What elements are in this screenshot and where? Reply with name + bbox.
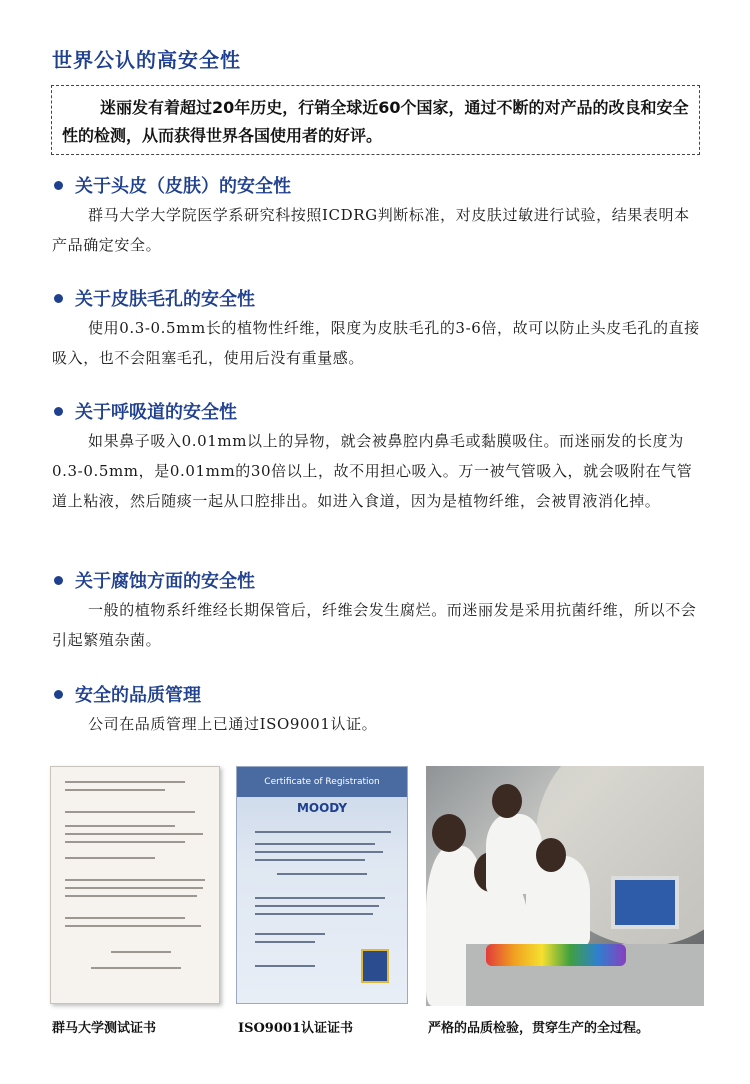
certificate-brand: MOODY: [296, 801, 348, 815]
section-heading-text: 关于腐蚀方面的安全性: [75, 571, 255, 592]
section-heading-text: 关于皮肤毛孔的安全性: [75, 289, 255, 310]
caption-gunma: 群马大学测试证书: [52, 1021, 157, 1036]
bullet-icon: [54, 407, 63, 416]
section-respiratory: [52, 398, 702, 516]
section-heading-text: 关于头皮（皮肤）的安全性: [75, 176, 291, 197]
color-samples: [486, 944, 626, 966]
caption-iso: ISO9001认证证书: [238, 1021, 353, 1036]
bullet-icon: [54, 294, 63, 303]
intro-box: [51, 85, 700, 155]
section-heading: [52, 567, 702, 593]
section-scalp: [52, 172, 702, 260]
section-body: 群马大学大学院医学系研究科按照ICDRG判断标准，对皮肤过敏进行试验，结果表明本产品确定安全。: [52, 206, 690, 254]
section-heading: [52, 285, 702, 311]
certification-seal-icon: [361, 949, 389, 983]
section-body: 公司在品质管理上已通过ISO9001认证。: [88, 715, 378, 733]
section-corrosion: [52, 567, 702, 655]
section-body: 如果鼻子吸入0.01mm以上的异物，就会被鼻腔内鼻毛或黏膜吸住。而迷丽发的长度为0.3-0.5mm，是0.01mm的30倍以上，故不用担心吸入。万一被气管吸入，就会吸附在气管道上粘液，然后随痰一起从口腔排出。如进入食道，因为是植物纤维，会被胃液消化掉。: [52, 432, 693, 510]
caption-lab: 严格的品质检验，贯穿生产的全过程。: [428, 1021, 650, 1036]
iso-certificate-image: [236, 766, 408, 1004]
section-pores: [52, 285, 702, 373]
section-heading: [52, 681, 702, 707]
gunma-certificate-image: [50, 766, 220, 1004]
section-body: 使用0.3-0.5mm长的植物性纤维，限度为皮肤毛孔的3-6倍，故可以防止头皮毛孔的直接吸入，也不会阻塞毛孔，使用后没有重量感。: [52, 319, 700, 367]
bullet-icon: [54, 576, 63, 585]
intro-text: 迷丽发有着超过20年历史，行销全球近60个国家，通过不断的对产品的改良和安全性的检测，从而获得世界各国使用者的好评。: [62, 98, 689, 145]
section-heading-text: 关于呼吸道的安全性: [75, 402, 237, 423]
page-title: 世界公认的高安全性: [52, 48, 241, 72]
section-heading: [52, 172, 702, 198]
lab-inspection-photo: [426, 766, 704, 1006]
bullet-icon: [54, 690, 63, 699]
section-heading: [52, 398, 702, 424]
section-body: 一般的植物系纤维经长期保管后，纤维会发生腐烂。而迷丽发是采用抗菌纤维，所以不会引起繁殖杂菌。: [52, 601, 697, 649]
section-quality: [52, 681, 702, 739]
monitor-icon: [611, 876, 679, 929]
bullet-icon: [54, 181, 63, 190]
certificate-header: Certificate of Registration: [264, 777, 380, 787]
photo-row: [50, 766, 705, 1006]
section-heading-text: 安全的品质管理: [75, 685, 201, 706]
